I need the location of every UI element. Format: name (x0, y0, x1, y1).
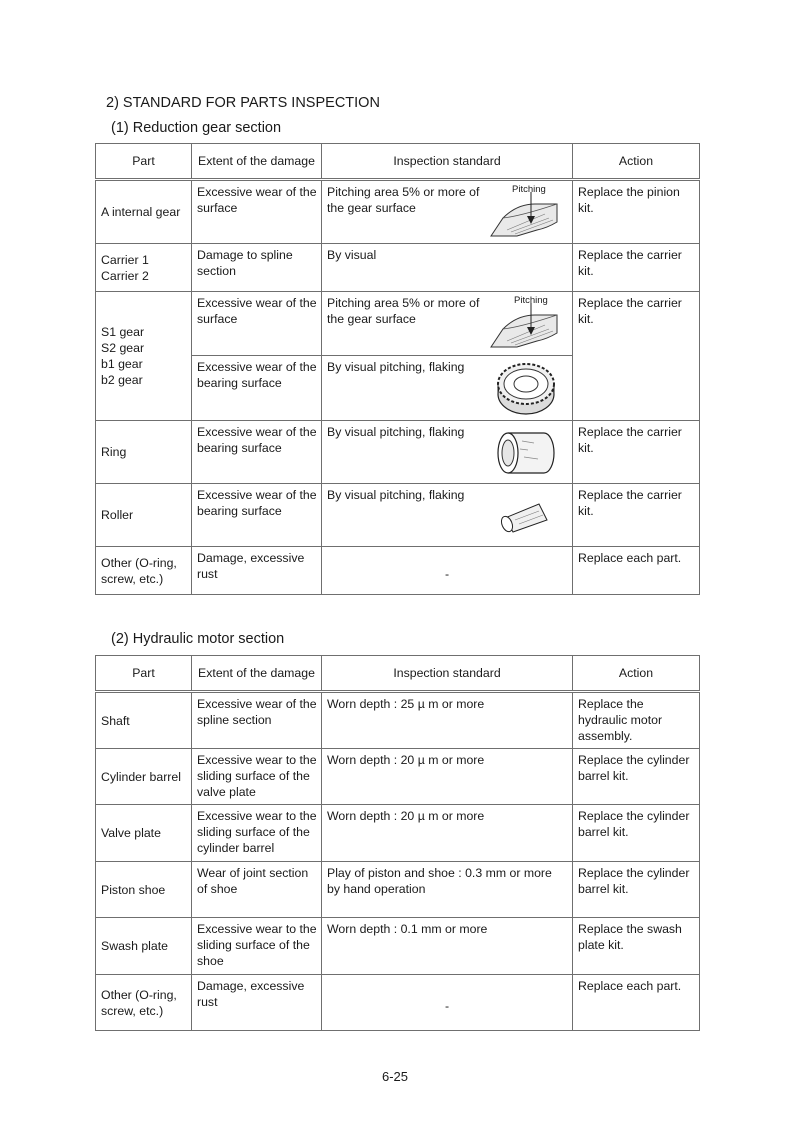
pitching-label: Pitching (514, 295, 548, 306)
standard-cell: Worn depth : 20 µ m or more (322, 805, 573, 862)
header-part: Part (96, 656, 192, 692)
table-row (96, 862, 700, 918)
damage-cell: Excessive wear of the bearing surface (192, 484, 322, 547)
part-cell: Ring (96, 421, 192, 484)
header-part: Part (96, 144, 192, 180)
table-row (96, 421, 700, 484)
part-cell: Piston shoe (96, 862, 192, 918)
damage-cell: Damage, excessive rust (192, 547, 322, 595)
roller-pin-icon (497, 500, 553, 534)
hydraulic-motor-inspection-table (95, 655, 700, 1031)
standard-cell: By visual (322, 244, 573, 292)
standard-text: Pitching area 5% or more of the gear surface (327, 296, 480, 326)
part-cell: Shaft (96, 692, 192, 749)
table-row (96, 918, 700, 975)
pitching-gear-tooth-icon (487, 192, 567, 242)
damage-cell: Damage, excessive rust (192, 975, 322, 1031)
part-cell: S1 gear S2 gear b1 gear b2 gear (96, 292, 192, 421)
spur-gear-icon (494, 360, 558, 418)
action-cell: Replace the cylinder barrel kit. (573, 805, 700, 862)
standard-text: By visual pitching, flaking (327, 488, 465, 502)
table-row (96, 975, 700, 1031)
header-standard: Inspection standard (322, 144, 573, 180)
damage-cell: Excessive wear of the surface (192, 292, 322, 356)
header-action: Action (573, 144, 700, 180)
header-standard: Inspection standard (322, 656, 573, 692)
action-cell: Replace the cylinder barrel kit. (573, 749, 700, 805)
table-row (96, 484, 700, 547)
standard-cell (322, 180, 573, 244)
standard-cell (322, 356, 573, 421)
section-title-reduction-gear: (1) Reduction gear section (111, 120, 282, 136)
damage-cell: Excessive wear to the sliding surface of the valve plate (192, 749, 322, 805)
standard-text: Pitching area 5% or more of the gear surface (327, 185, 480, 215)
table-row (96, 749, 700, 805)
part-cell: Other (O-ring, screw, etc.) (96, 547, 192, 595)
part-cell: A internal gear (96, 180, 192, 244)
table-row (96, 805, 700, 862)
standard-text: By visual pitching, flaking (327, 360, 465, 374)
damage-cell: Wear of joint section of shoe (192, 862, 322, 918)
standard-cell: Worn depth : 0.1 mm or more (322, 918, 573, 975)
ring-bushing-icon (494, 427, 558, 479)
action-cell: Replace the carrier kit. (573, 421, 700, 484)
header-action: Action (573, 656, 700, 692)
damage-cell: Excessive wear of the spline section (192, 692, 322, 749)
damage-cell: Excessive wear of the bearing surface (192, 356, 322, 421)
standard-text: By visual pitching, flaking (327, 425, 465, 439)
pitching-gear-tooth-icon (487, 303, 567, 353)
action-cell: Replace each part. (573, 975, 700, 1031)
standard-cell (322, 292, 573, 356)
standard-cell (322, 421, 573, 484)
standard-cell (322, 547, 573, 595)
part-cell: Roller (96, 484, 192, 547)
standard-dash: - (444, 566, 450, 581)
standard-dash: - (444, 998, 450, 1013)
table-row (96, 292, 700, 356)
table-row (96, 692, 700, 749)
page-title: 2) STANDARD FOR PARTS INSPECTION (106, 95, 380, 111)
section-title-hydraulic-motor: (2) Hydraulic motor section (111, 631, 285, 647)
table-header-row (96, 144, 700, 180)
table-row (96, 244, 700, 292)
standard-cell (322, 975, 573, 1031)
standard-cell: Worn depth : 20 µ m or more (322, 749, 573, 805)
action-cell: Replace the hydraulic motor assembly. (573, 692, 700, 749)
damage-cell: Excessive wear of the surface (192, 180, 322, 244)
part-cell: Swash plate (96, 918, 192, 975)
part-cell: Other (O-ring, screw, etc.) (96, 975, 192, 1031)
action-cell: Replace the carrier kit. (573, 484, 700, 547)
part-cell: Cylinder barrel (96, 749, 192, 805)
standard-cell: Play of piston and shoe : 0.3 mm or more by hand operation (322, 862, 573, 918)
part-cell: Valve plate (96, 805, 192, 862)
table-header-row (96, 656, 700, 692)
header-damage: Extent of the damage (192, 144, 322, 180)
header-damage: Extent of the damage (192, 656, 322, 692)
reduction-gear-inspection-table (95, 143, 700, 595)
action-cell: Replace each part. (573, 547, 700, 595)
damage-cell: Excessive wear of the bearing surface (192, 421, 322, 484)
action-cell: Replace the carrier kit. (573, 244, 700, 292)
damage-cell: Damage to spline section (192, 244, 322, 292)
table-row (96, 547, 700, 595)
action-cell: Replace the pinion kit. (573, 180, 700, 244)
table-row (96, 180, 700, 244)
standard-cell: Worn depth : 25 µ m or more (322, 692, 573, 749)
action-cell: Replace the swash plate kit. (573, 918, 700, 975)
standard-cell (322, 484, 573, 547)
pitching-label: Pitching (512, 184, 546, 195)
page-number: 6-25 (382, 1069, 409, 1084)
damage-cell: Excessive wear to the sliding surface of the cylinder barrel (192, 805, 322, 862)
damage-cell: Excessive wear to the sliding surface of the shoe (192, 918, 322, 975)
action-cell: Replace the cylinder barrel kit. (573, 862, 700, 918)
action-cell: Replace the carrier kit. (573, 292, 700, 421)
part-cell: Carrier 1 Carrier 2 (96, 244, 192, 292)
